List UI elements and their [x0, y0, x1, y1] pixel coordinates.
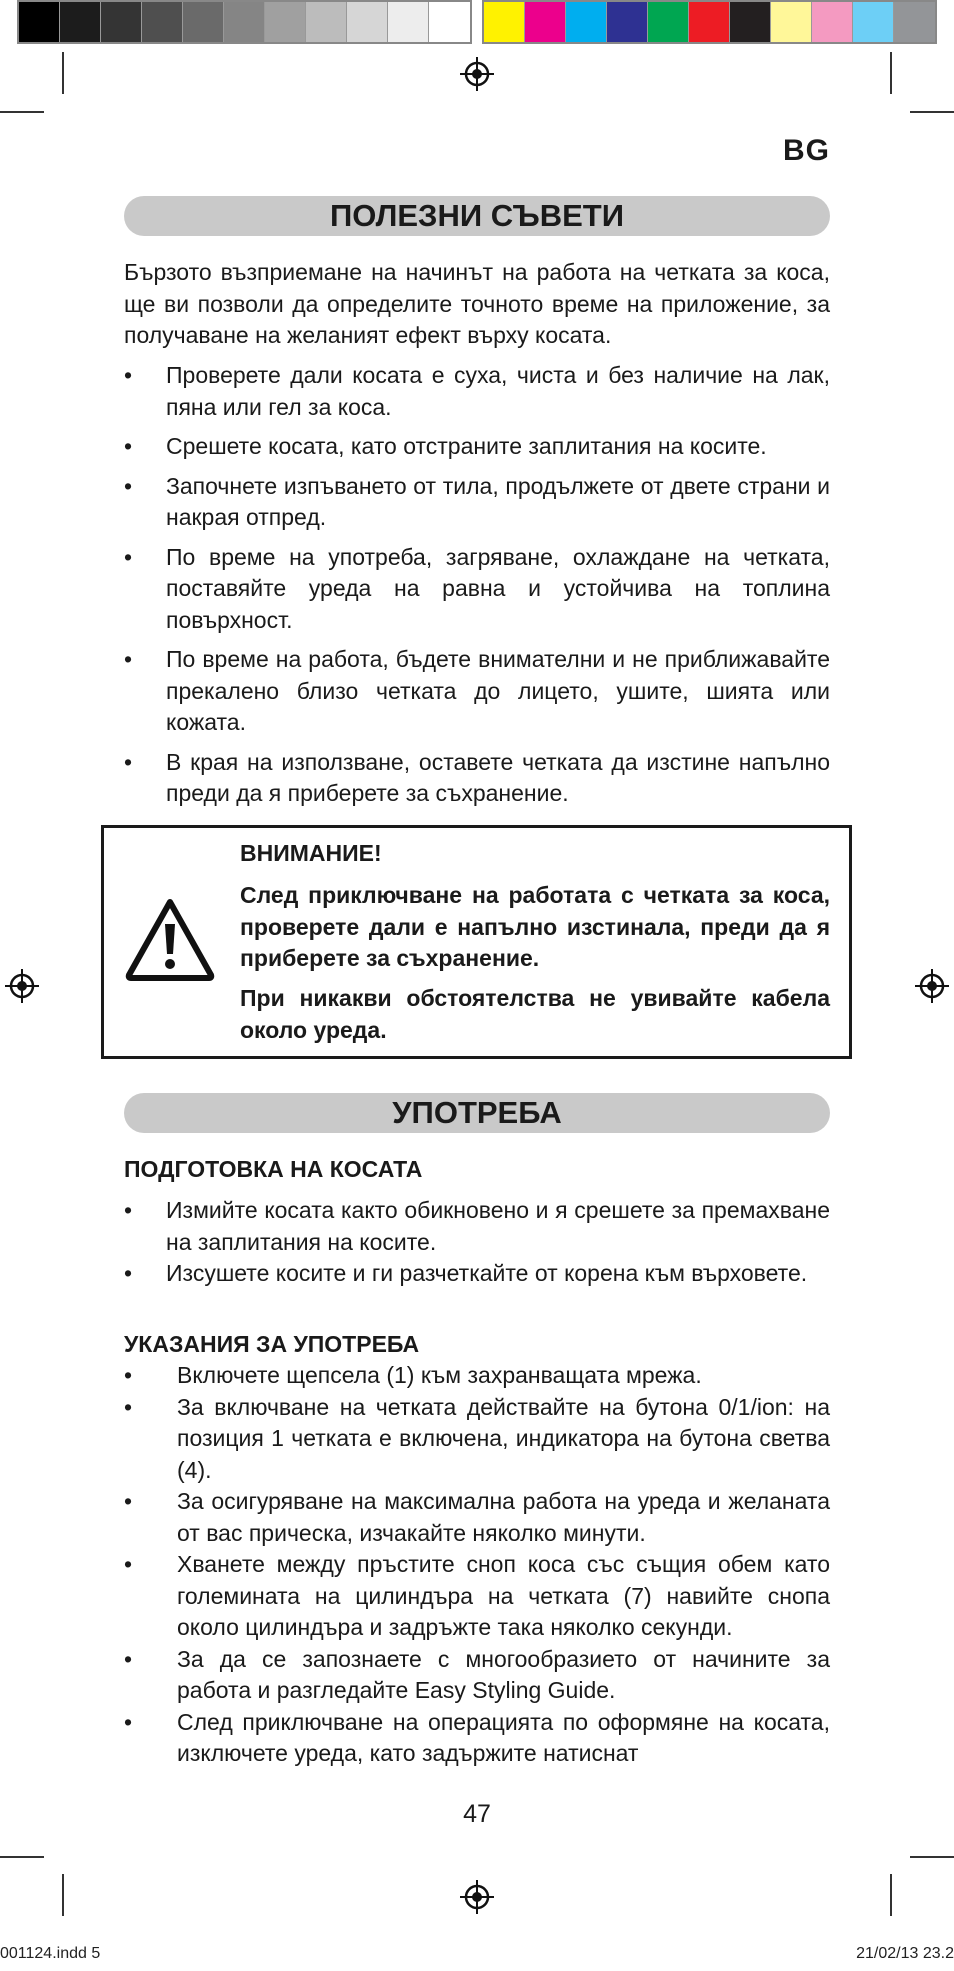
bullet-icon: •: [124, 1488, 133, 1514]
bullet-icon: •: [124, 362, 133, 388]
crop-mark: [62, 1874, 64, 1916]
list-item: [124, 644, 830, 739]
color-swatch: [894, 2, 935, 42]
page-number: 47: [463, 1800, 491, 1828]
bullet-icon: •: [124, 1645, 133, 1672]
bullet-icon: •: [124, 1260, 133, 1286]
color-swatch: [812, 2, 853, 42]
crop-mark: [890, 52, 892, 94]
registration-mark-icon: [460, 57, 494, 91]
bullet-icon: •: [124, 1197, 133, 1223]
registration-mark-icon: [460, 1880, 494, 1914]
color-swatch: [648, 2, 689, 42]
color-swatch: [771, 2, 812, 42]
color-swatch: [101, 2, 142, 42]
prep-subheading: ПОДГОТОВКА НА КОСАТА: [124, 1156, 423, 1182]
color-swatch: [388, 2, 429, 42]
color-swatch: [183, 2, 224, 42]
color-swatch: [607, 2, 648, 42]
color-swatch: [689, 2, 730, 42]
crop-mark: [0, 111, 44, 113]
color-swatch: [306, 2, 347, 42]
warning-title: ВНИМАНИЕ!: [240, 840, 382, 866]
gray-calibration-bar: [17, 0, 472, 44]
color-swatch: [484, 2, 525, 42]
crop-mark: [910, 111, 954, 113]
list-item-text: По време на употреба, загряване, охлаждане на четката, поставяйте уреда на равна и устойчива на топлина повърхност.: [166, 543, 830, 633]
list-item: [124, 1644, 830, 1707]
color-swatch: [730, 2, 771, 42]
color-swatch: [525, 2, 566, 42]
crop-mark: [910, 1856, 954, 1858]
list-item: [124, 1549, 830, 1644]
color-swatch: [853, 2, 894, 42]
instr-subheading: УКАЗАНИЯ ЗА УПОТРЕБА: [124, 1331, 420, 1357]
bullet-icon: •: [124, 472, 133, 499]
list-item: [124, 360, 830, 423]
registration-mark-icon: [5, 969, 39, 1003]
tips-list: [124, 360, 830, 818]
warning-text-cable: При никакви обстоятелства не увивайте кабела около уреда.: [240, 985, 830, 1043]
warning-triangle-icon: [124, 896, 216, 982]
bullet-icon: •: [124, 433, 133, 459]
list-item: [124, 1195, 830, 1258]
list-item: [124, 1707, 830, 1770]
color-swatch: [60, 2, 101, 42]
bullet-icon: •: [124, 1362, 133, 1388]
section-heading-use: УПОТРЕБА: [124, 1093, 830, 1133]
color-swatch: [347, 2, 388, 42]
bullet-icon: •: [124, 1551, 133, 1577]
list-item: [124, 431, 830, 463]
list-item: [124, 1360, 830, 1392]
list-item-text: Проверете дали косата е суха, чиста и без наличие на лак, пяна или гел за коса.: [166, 362, 830, 420]
list-item-text: За осигуряване на максимална работа на уреда и желаната от вас прическа, изчакайте няколко минути.: [177, 1488, 830, 1546]
bullet-icon: •: [124, 543, 133, 570]
list-item-text: Изсушете косите и ги разчеткайте от корена към върховете.: [166, 1260, 808, 1286]
bullet-icon: •: [124, 646, 133, 672]
list-item-text: Измийте косата както обикновено и я срешете за премахване на заплитания на косите.: [166, 1197, 830, 1255]
prep-list: [124, 1195, 830, 1290]
warning-text-cooling: След приключване на работата с четката за коса, проверете дали е напълно изстинала, преди да я приберете за съхранение.: [240, 882, 830, 971]
bullet-icon: •: [124, 1708, 133, 1735]
list-item-text: Включете щепсела (1) към захранващата мрежа.: [177, 1362, 702, 1388]
list-item: [124, 1258, 830, 1290]
color-calibration-bar: [482, 0, 937, 44]
bullet-icon: •: [124, 748, 133, 775]
color-swatch: [224, 2, 265, 42]
list-item-text: За включване на четката действайте на бутона 0/1/ion: на позиция 1 четката е включена, индикатора на бутона светва (4).: [177, 1393, 830, 1483]
list-item: [124, 471, 830, 534]
list-item-text: По време на работа, бъдете внимателни и не приближавайте прекалено близо четката до лицето, ушите, шията или кожата.: [166, 646, 830, 735]
color-swatch: [265, 2, 306, 42]
list-item: [124, 747, 830, 810]
crop-mark: [62, 52, 64, 94]
list-item-text: Хванете между пръстите сноп коса със същия обем като големината на цилиндъра на четката (7) навийте снопа около цилиндъра и задръжте така няколко секунди.: [177, 1551, 830, 1640]
warning-box: [101, 825, 852, 1059]
slug-date: 21/02/13 23.2: [856, 1945, 954, 1962]
section-heading-tips: ПОЛЕЗНИ СЪВЕТИ: [124, 196, 830, 236]
crop-mark: [890, 1874, 892, 1916]
bullet-icon: •: [124, 1393, 133, 1420]
list-item-text: За да се запознаете с многообразието от начините за работа и разгледайте Easy Styling Guide.: [177, 1645, 830, 1703]
list-item-text: След приключване на операцията по оформяне на косата, изключете уреда, като задържите натиснат: [177, 1708, 830, 1766]
list-item: [124, 1486, 830, 1549]
list-item-text: В края на използване, оставете четката да изстине напълно преди да я приберете за съхранение.: [166, 748, 830, 806]
list-item: [124, 1392, 830, 1487]
slug-filename: 001124.indd 5: [0, 1945, 101, 1962]
color-swatch: [566, 2, 607, 42]
registration-mark-icon: [915, 969, 949, 1003]
list-item-text: Започнете изпъването от тила, продължете от двете страни и накрая отпред.: [166, 472, 830, 530]
color-swatch: [142, 2, 183, 42]
color-swatch: [19, 2, 60, 42]
tips-intro: Бързото възприемане на начинът на работа на четката за коса, ще ви позволи да определите точното време на приложение, за получаване на желаният ефект върху косата.: [124, 259, 830, 348]
color-swatch: [429, 2, 470, 42]
list-item: [124, 542, 830, 637]
crop-mark: [0, 1856, 44, 1858]
instr-list: [124, 1360, 830, 1770]
list-item-text: Срешете косата, като отстраните заплитания на косите.: [166, 433, 767, 459]
language-code: BG: [783, 134, 830, 167]
